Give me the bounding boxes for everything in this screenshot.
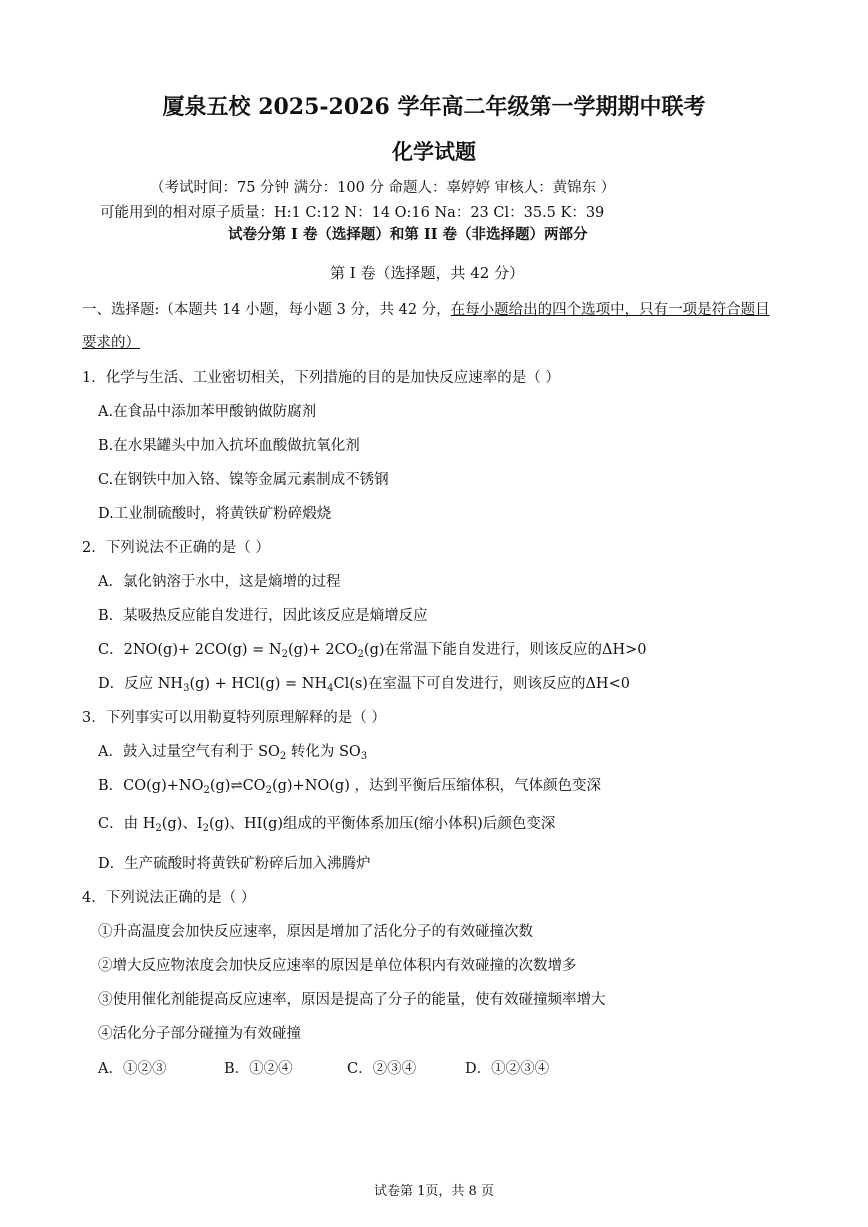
q4-stem: 4．下列说法正确的是（ ） [82,890,256,906]
exam-title: 厦泉五校 2025-2026 学年高二年级第一学期期中联考 [162,94,706,120]
q2-option-c [98,638,647,660]
q1-option-a: A.在食品中添加苯甲酸钠做防腐剂 [98,404,317,420]
q2-c-text-2: (g)+ 2CO [287,642,358,658]
page-footer: 试卷第 1页，共 8 页 [374,1184,494,1199]
q3-c-text-3: (g)、HI(g)组成的平衡体系加压(缩小体积)后颜色变深 [208,816,556,832]
q1-option-b: B.在水果罐头中加入抗坏血酸做抗氧化剂 [98,438,360,454]
q3-c-text-2: (g)、I [161,816,203,832]
subscript: 2 [279,751,287,762]
q3-b-text-2: (g)⇌CO [209,778,266,794]
instructions-part-c: 要求的） [82,335,140,351]
q2-c-text-3: (g)在常温下能自发进行，则该反应的ΔH>0 [363,642,647,658]
q3-b-text-1: B．CO(g)+NO [98,778,204,794]
subscript: 3 [183,683,190,694]
q2-d-text-3: Cl(s)在室温下可自发进行，则该反应的ΔH<0 [333,676,630,692]
q1-stem: 1．化学与生活、工业密切相关，下列措施的目的是加快反应速率的是（ ） [82,370,560,386]
instructions-part-b: 在每小题给出的四个选项中，只有一项是符合题目 [450,302,770,318]
q2-c-text-1: C．2NO(g)+ 2CO(g) = N [98,642,282,658]
q3-c-text-1: C．由 H [98,816,156,832]
section-instructions [82,298,770,319]
subscript: 2 [281,649,288,660]
q3-stem: 3．下列事实可以用勒夏特列原理解释的是（ ） [82,710,386,726]
subscript: 3 [360,751,368,762]
q3-b-text-3: (g)+NO(g) ，达到平衡后压缩体积，气体颜色变深 [271,778,601,794]
q4-statement-4: ④活化分子部分碰撞为有效碰撞 [98,1026,301,1042]
subscript: 4 [327,683,334,694]
q4-statement-2: ②增大反应物浓度会加快反应速率的原因是单位体积内有效碰撞的次数增多 [98,958,577,974]
q2-option-d [98,672,630,694]
paper-parts: 试卷分第 I 卷（选择题）和第 II 卷（非选择题）两部分 [228,226,588,243]
q3-option-d: D．生产硫酸时将黄铁矿粉碎后加入沸腾炉 [98,856,371,872]
subscript: 2 [357,649,364,660]
atomic-masses: 可能用到的相对原子质量：H:1 C:12 N：14 O:16 Na：23 Cl：35.5 K：39 [100,205,605,221]
q3-option-b [98,774,601,796]
q1-option-d: D.工业制硫酸时，将黄铁矿粉碎煅烧 [98,506,332,522]
subscript: 2 [203,785,210,796]
q3-a-text-2: 转化为 SO [286,744,361,760]
subscript: 2 [202,823,209,834]
q2-d-text-2: (g) + HCl(g) = NH [189,676,328,692]
q2-option-a: A．氯化钠溶于水中，这是熵增的过程 [98,574,341,590]
q2-option-b: B．某吸热反应能自发进行，因此该反应是熵增反应 [98,608,428,624]
q4-statement-3: ③使用催化剂能提高反应速率，原因是提高了分子的能量，使有效碰撞频率增大 [98,992,606,1008]
subject-title: 化学试题 [392,139,476,164]
q1-option-c: C.在钢铁中加入铬、镍等金属元素制成不锈钢 [98,472,389,488]
section-heading: 第 I 卷（选择题，共 42 分） [330,264,525,282]
q4-option-c: C．②③④ [347,1061,417,1077]
q2-d-text-1: D．反应 NH [98,676,184,692]
q2-stem: 2．下列说法不正确的是（ ） [82,540,270,556]
q3-a-text-1: A．鼓入过量空气有利于 SO [98,744,280,760]
q3-option-c [98,812,555,834]
instructions-part-a: 一、选择题:（本题共 14 小题，每小题 3 分，共 42 分， [82,302,451,318]
q4-option-b: B．①②④ [224,1061,293,1077]
subscript: 2 [265,785,272,796]
q4-option-a: A．①②③ [98,1061,167,1077]
q4-statement-1: ①升高温度会加快反应速率，原因是增加了活化分子的有效碰撞次数 [98,924,533,940]
exam-info: （考试时间：75 分钟 满分：100 分 命题人：辜婷婷 审核人：黄锦东 ） [150,180,616,196]
q3-option-a [98,740,367,762]
subscript: 2 [155,823,162,834]
q4-option-d: D．①②③④ [465,1061,550,1077]
